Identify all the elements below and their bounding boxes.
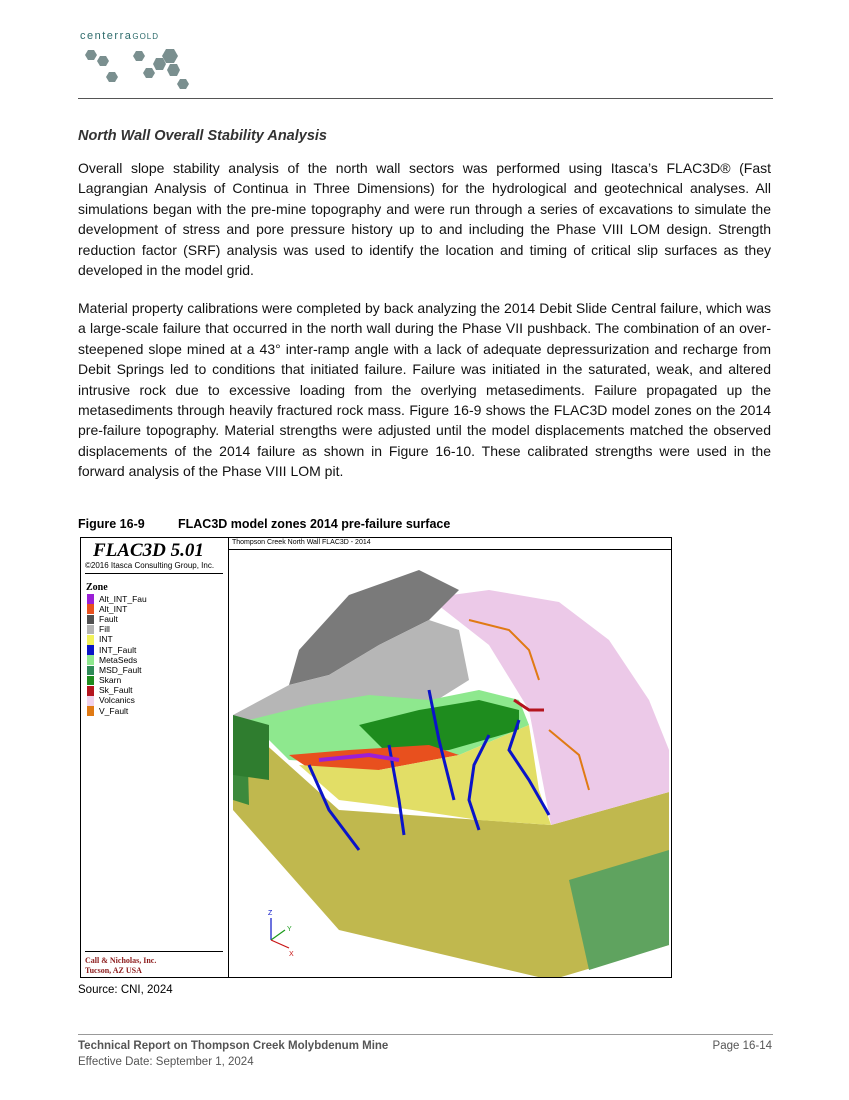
axes-triad bbox=[271, 918, 289, 948]
legend-label: V_Fault bbox=[99, 705, 129, 716]
legend-label: MSD_Fault bbox=[99, 664, 142, 675]
company-logo-hexagons-icon bbox=[80, 46, 200, 96]
footer-page-number: Page 16-14 bbox=[712, 1040, 772, 1052]
sidebar-divider bbox=[85, 573, 223, 574]
figure-number: Figure 16-9 bbox=[78, 517, 145, 531]
section-title: North Wall Overall Stability Analysis bbox=[78, 128, 327, 144]
footer-effective-date: Effective Date: September 1, 2024 bbox=[78, 1056, 254, 1068]
axis-label-y: Y bbox=[287, 926, 292, 933]
legend-item bbox=[87, 686, 147, 696]
left-skarn-block bbox=[233, 715, 269, 780]
legend-swatch bbox=[87, 696, 94, 706]
figure-sidebar bbox=[81, 538, 229, 977]
footer-report-title: Technical Report on Thompson Creek Molybdenum Mine bbox=[78, 1040, 389, 1052]
legend-item bbox=[87, 625, 147, 635]
legend-swatch bbox=[87, 666, 94, 676]
legend-item bbox=[87, 645, 147, 655]
legend-swatch bbox=[87, 676, 94, 686]
footer-divider bbox=[78, 1034, 773, 1035]
paragraph-1: Overall slope stability analysis of the north wall sectors was performed using Itasca’s FLAC3D® (Fast Lagrangian Analysis of Continua in Three Dimensions) for the hydrological and geotechnical analyses. All simulations began with the pre-mine topography and were run through a series of excavations to simulate the development of stress and pore pressure history up to and including the Phase VIII LOM design. Strength reduction factor (SRF) analysis was used to identify the location and timing of critical slip surfaces as they developed in the model grid. bbox=[78, 160, 771, 279]
legend-swatch bbox=[87, 655, 94, 665]
legend-label: Volcanics bbox=[99, 695, 135, 706]
model-render bbox=[229, 550, 671, 977]
axis-label-x: X bbox=[289, 951, 294, 958]
legend-swatch bbox=[87, 594, 94, 604]
legend-item bbox=[87, 604, 147, 614]
legend-swatch bbox=[87, 645, 94, 655]
credit-line-2: Tucson, AZ USA bbox=[85, 966, 142, 975]
software-copyright: ©2016 Itasca Consulting Group, Inc. bbox=[85, 561, 215, 570]
legend-item bbox=[87, 665, 147, 675]
figure-caption bbox=[78, 517, 450, 531]
axis-label-z: Z bbox=[268, 910, 273, 917]
legend-label: Alt_INT bbox=[99, 603, 128, 614]
legend-item bbox=[87, 676, 147, 686]
legend-item bbox=[87, 706, 147, 716]
legend-item bbox=[87, 655, 147, 665]
legend-label: INT bbox=[99, 634, 113, 645]
legend-label: Sk_Fault bbox=[99, 685, 133, 696]
company-logo-text: centerraGOLD bbox=[80, 30, 160, 42]
figure-caption-text: FLAC3D model zones 2014 pre-failure surface bbox=[178, 517, 451, 531]
legend-label: MetaSeds bbox=[99, 654, 138, 665]
legend-swatch bbox=[87, 686, 94, 696]
zone-legend bbox=[87, 594, 147, 716]
plot-title-bar bbox=[229, 538, 671, 550]
legend-swatch bbox=[87, 625, 94, 635]
paragraph-2: Material property calibrations were completed by back analyzing the 2014 Debit Slide Central failure, which was a large-scale failure that occurred in the north wall during the Phase VII pushback. The combination of an over-steepened slope mined at a 43° inter-ramp angle with a lack of adequate depressurization and recharge from Debit Springs led to conditions that initiated failure. Failure was initiated in the saturated, weak, and altered intrusive rock due to excessive loading from the overlying metasediments. Failure propagated up the metasediments through heavily fractured rock mass. Figure 16-9 shows the FLAC3D model zones on the 2014 pre-failure topography. Material strengths were adjusted until the model displacements matched the observed displacements of the 2014 failure as shown in Figure 16-10. These calibrated strengths were used in the forward analysis of the Phase VIII LOM pit. bbox=[78, 300, 771, 480]
legend-swatch bbox=[87, 706, 94, 716]
software-title: FLAC3D 5.01 bbox=[93, 540, 204, 561]
legend-swatch bbox=[87, 615, 94, 625]
legend-label: Skarn bbox=[99, 675, 122, 686]
plot-title: Thompson Creek North Wall FLAC3D - 2014 bbox=[232, 539, 371, 546]
legend-label: Alt_INT_Fau bbox=[99, 593, 147, 604]
legend-label: INT_Fault bbox=[99, 644, 137, 655]
credit-line-1: Call & Nicholas, Inc. bbox=[85, 956, 157, 965]
legend-heading: Zone bbox=[86, 582, 108, 593]
legend-item bbox=[87, 635, 147, 645]
legend-label: Fill bbox=[99, 624, 110, 635]
credit-divider bbox=[85, 951, 223, 952]
legend-swatch bbox=[87, 604, 94, 614]
legend-label: Fault bbox=[99, 613, 118, 624]
legend-item bbox=[87, 614, 147, 624]
flac3d-figure bbox=[80, 537, 672, 978]
legend-item bbox=[87, 696, 147, 706]
figure-source: Source: CNI, 2024 bbox=[78, 984, 173, 996]
legend-swatch bbox=[87, 635, 94, 645]
legend-item bbox=[87, 594, 147, 604]
header-divider bbox=[78, 98, 773, 99]
